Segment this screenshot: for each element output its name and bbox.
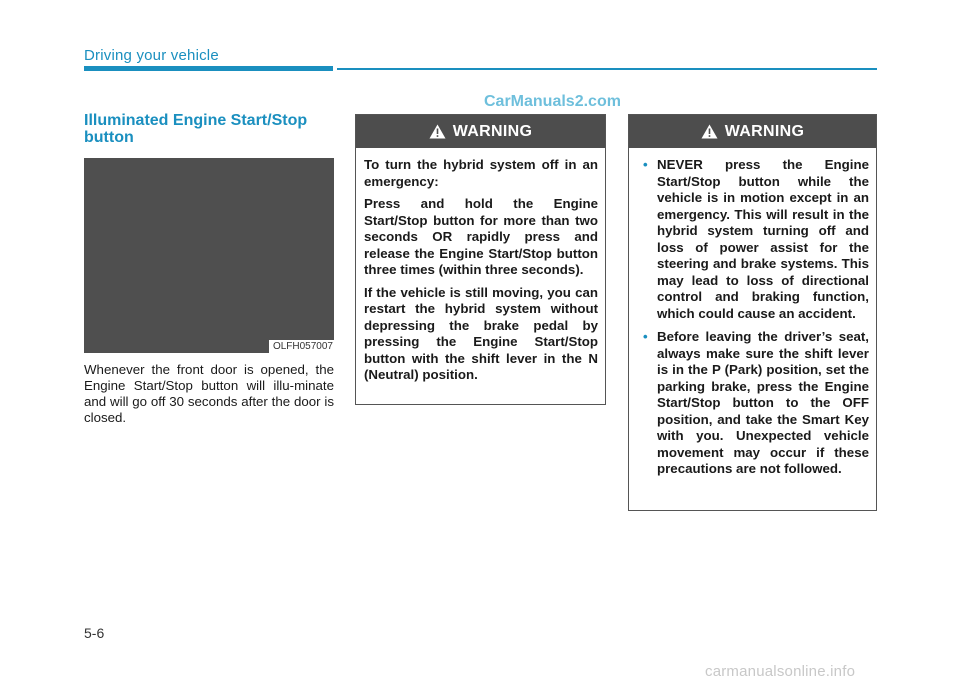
bullet-text: NEVER press the Engine Start/Stop button while the vehicle is in motion except in an emergency. This will result in the hybrid system turning off and loss of power assist for the steering and brake systems. This may lead to loss of directional control and braking function, which could cause an accident. [657,157,869,321]
header-rule-thick [84,66,333,71]
image-code: OLFH057007 [269,340,334,353]
page-title: Illuminated Engine Start/Stop button [84,112,308,146]
warning-header [629,115,876,148]
list-item [637,329,869,478]
warning-paragraph: Press and hold the Engine Start/Stop button for more than two seconds OR rapidly press and release the Engine Start/Stop button three times (within three seconds). [364,196,598,277]
warning-box-1 [355,114,606,405]
watermark-bottom: carmanualsonline.info [705,663,856,680]
warning-bullet-list [637,157,869,478]
warning-label: WARNING [452,122,533,140]
section-header: Driving your vehicle [84,47,219,64]
warning-paragraph: If the vehicle is still moving, you can restart the hybrid system without depressing the brake pedal by pressing the Engine Start/Stop button with the shift lever in the N (Neutral) position. [364,284,598,382]
body-paragraph: Whenever the front door is opened, the Engine Start/Stop button will illu-minate and will go off 30 seconds after the door is closed. [84,362,334,425]
list-item [637,157,869,322]
warning-paragraph: To turn the hybrid system off in an emergency: [364,157,598,189]
watermark-top: CarManuals2.com [484,93,621,110]
warning-triangle-icon [701,124,718,139]
bullet-icon: • [643,157,648,172]
warning-triangle-icon [429,124,446,139]
page-number: 5-6 [84,625,105,641]
warning-box-2 [628,114,877,511]
header-rule-thin [337,68,877,70]
warning-body [356,148,605,384]
warning-label: WARNING [724,122,805,140]
warning-header [356,115,605,148]
warning-body [629,148,876,478]
engine-button-photo [84,158,334,353]
bullet-text: Before leaving the driver’s seat, always make sure the shift lever is in the P (Park) position, set the parking brake, press the Engine Start/Stop button to the OFF position, and take the Smart Key with you. Unexpected vehicle movement may occur if these precautions are not followed. [657,329,869,476]
bullet-icon: • [643,329,648,344]
